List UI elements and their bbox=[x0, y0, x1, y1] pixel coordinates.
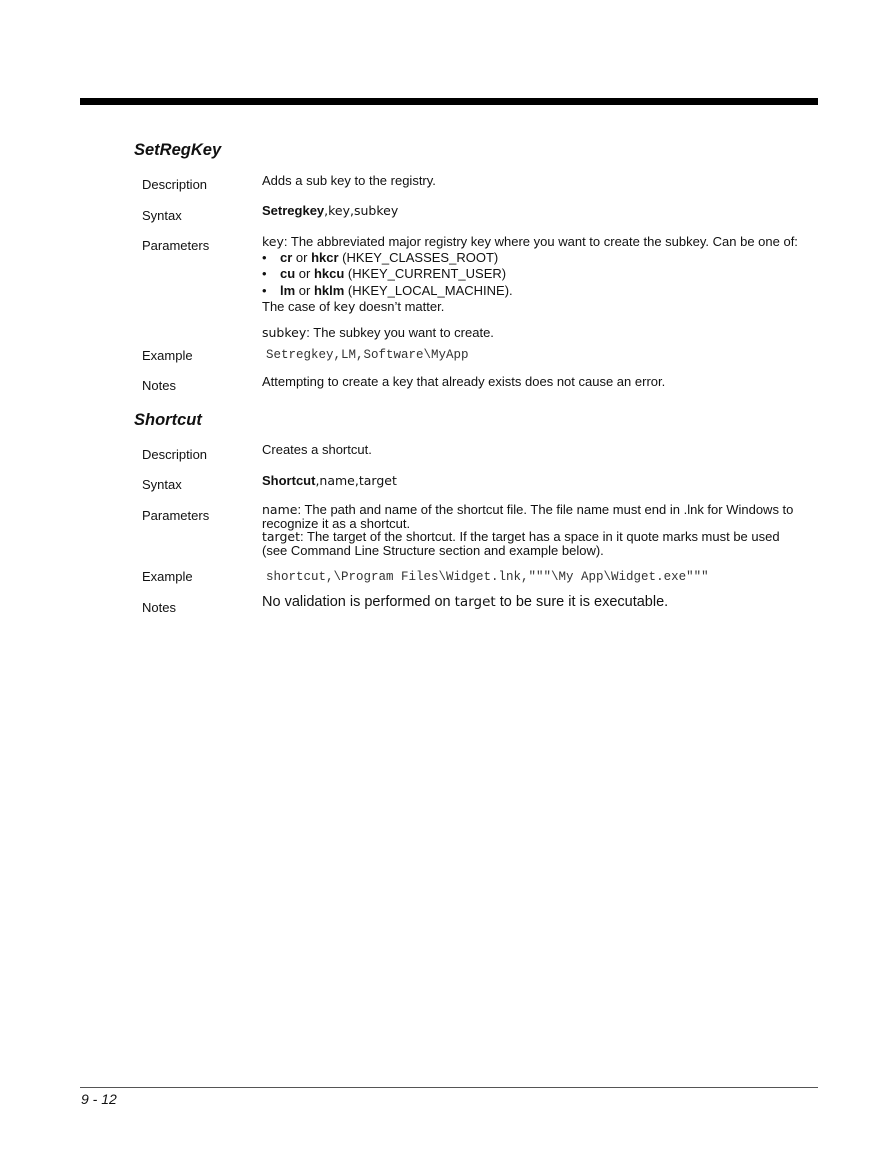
label-example: Example bbox=[142, 348, 193, 363]
label-syntax: Syntax bbox=[142, 208, 182, 223]
param-subkey-text: : The subkey you want to create. bbox=[306, 324, 494, 340]
param-target bbox=[262, 530, 807, 557]
bullet-or: or bbox=[292, 249, 312, 265]
section-title-shortcut: Shortcut bbox=[134, 411, 202, 429]
case-note-post: doesn’t matter. bbox=[355, 299, 445, 314]
bullet-short-code: cr bbox=[280, 249, 293, 265]
case-note-pre: The case of bbox=[262, 299, 334, 314]
bullet-short-code: cu bbox=[280, 266, 296, 281]
label-description: Description bbox=[142, 447, 208, 462]
bullet-long-code: hkcu bbox=[313, 266, 345, 281]
param-subkey bbox=[262, 325, 807, 341]
top-rule bbox=[80, 98, 818, 105]
notes-var: target bbox=[454, 594, 496, 610]
label-example: Example bbox=[142, 569, 193, 584]
param-target-text: : The target of the shortcut. If the target has a space in it quote marks must be used (see Command Line Structure section and example below). bbox=[262, 529, 780, 558]
label-syntax: Syntax bbox=[142, 477, 182, 492]
label-parameters: Parameters bbox=[142, 238, 210, 253]
param-key bbox=[262, 234, 807, 250]
bullet-hive-name: (HKEY_CLASSES_ROOT) bbox=[338, 249, 499, 265]
label-notes: Notes bbox=[142, 600, 176, 615]
param-key-text: : The abbreviated major registry key where you want to create the subkey. Can be one of: bbox=[283, 234, 798, 249]
param-case-note bbox=[262, 299, 807, 315]
notes-post: to be sure it is executable. bbox=[495, 594, 669, 610]
bullet-hive-name: (HKEY_LOCAL_MACHINE). bbox=[344, 282, 513, 298]
section-title-setregkey: SetRegKey bbox=[134, 141, 222, 159]
label-notes: Notes bbox=[142, 378, 176, 393]
bullet-item bbox=[262, 250, 807, 266]
syntax-command: Shortcut bbox=[262, 473, 316, 488]
bullet-short-code: lm bbox=[280, 282, 296, 298]
bullet-dot: • bbox=[262, 249, 267, 265]
syntax-args: ,name,target bbox=[315, 473, 397, 488]
page-number: 9 - 12 bbox=[81, 1091, 117, 1107]
bullet-long-code: hkcr bbox=[311, 249, 339, 265]
syntax-args: ,key,subkey bbox=[324, 203, 399, 218]
shortcut-description: Creates a shortcut. bbox=[262, 442, 372, 457]
param-key-var: key bbox=[262, 234, 284, 249]
case-note-var: key bbox=[333, 299, 356, 314]
label-description: Description bbox=[142, 177, 208, 192]
bullet-hive-name: (HKEY_CURRENT_USER) bbox=[344, 266, 507, 281]
setregkey-notes: Attempting to create a key that already exists does not cause an error. bbox=[262, 374, 666, 389]
bullet-dot: • bbox=[262, 266, 267, 281]
setregkey-parameters bbox=[262, 234, 807, 340]
bottom-rule bbox=[80, 1087, 818, 1088]
shortcut-notes bbox=[262, 595, 807, 611]
shortcut-syntax bbox=[262, 473, 807, 489]
shortcut-parameters bbox=[262, 503, 807, 557]
bullet-long-code: hklm bbox=[313, 282, 345, 298]
setregkey-description: Adds a sub key to the registry. bbox=[262, 173, 436, 188]
bullet-item bbox=[262, 266, 807, 282]
syntax-command: Setregkey bbox=[262, 203, 325, 218]
param-name-var: name bbox=[262, 502, 298, 517]
param-name bbox=[262, 503, 807, 530]
bullet-dot: • bbox=[262, 282, 267, 298]
shortcut-example-code: shortcut,\Program Files\Widget.lnk,"""\My App\Widget.exe""" bbox=[266, 570, 709, 584]
setregkey-syntax bbox=[262, 203, 807, 219]
notes-pre: No validation is performed on bbox=[262, 594, 455, 610]
bullet-item bbox=[262, 283, 807, 299]
param-target-var: target bbox=[262, 529, 301, 544]
param-name-text: : The path and name of the shortcut file. The file name must end in .lnk for Windows to recognize it as a shortcut. bbox=[262, 502, 794, 531]
bullet-or: or bbox=[295, 266, 314, 281]
param-subkey-var: subkey bbox=[262, 324, 307, 340]
setregkey-example-code: Setregkey,LM,Software\MyApp bbox=[266, 348, 469, 362]
bullet-or: or bbox=[295, 282, 314, 298]
label-parameters: Parameters bbox=[142, 508, 210, 523]
